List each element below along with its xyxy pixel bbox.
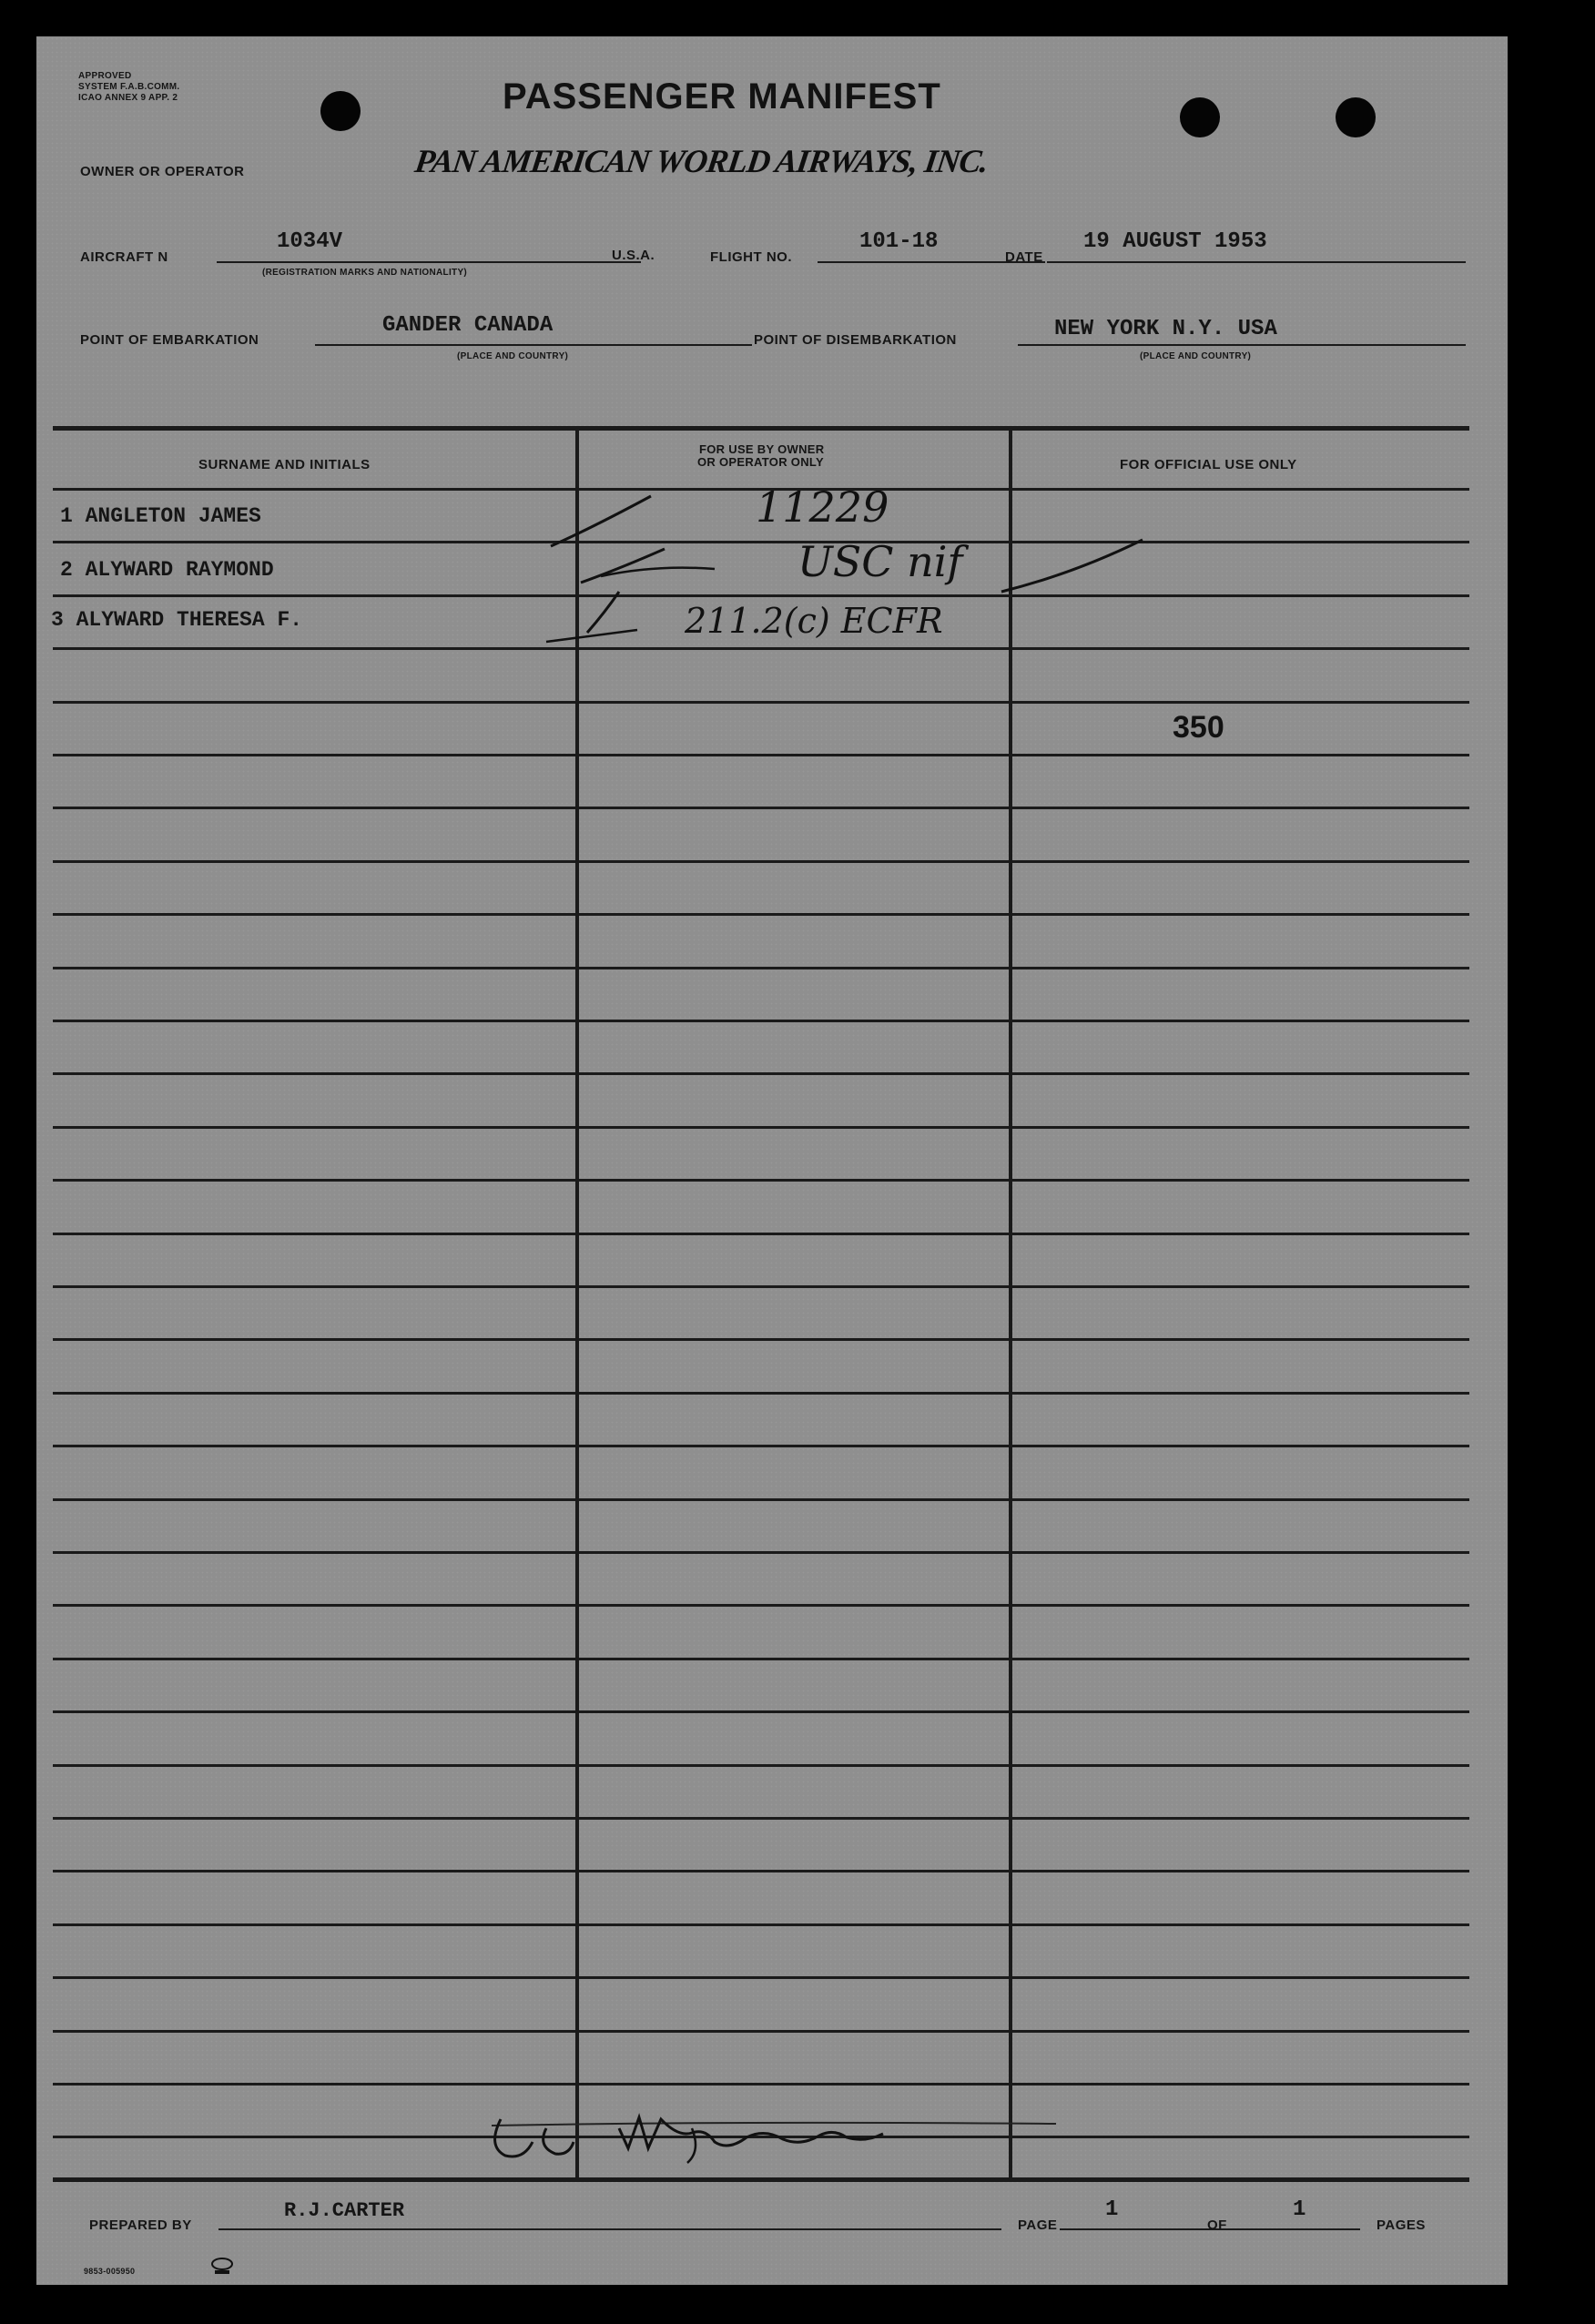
date-label: DATE [1005, 249, 1043, 265]
flight-value: 101-18 [859, 229, 939, 254]
prepared-by-underline [218, 2228, 1001, 2230]
embarkation-label: POINT OF EMBARKATION [80, 332, 259, 348]
form-number: 9853-005950 [84, 2267, 136, 2276]
signature [483, 2092, 1065, 2165]
pages-label: PAGES [1377, 2217, 1426, 2233]
of-label: OF [1207, 2217, 1227, 2233]
aircraft-country: U.S.A. [612, 248, 655, 263]
column-header-official: FOR OFFICIAL USE ONLY [1120, 457, 1297, 472]
disembarkation-sublabel: (PLACE AND COUNTRY) [1140, 351, 1252, 361]
owner-note-2: USC nif [798, 537, 963, 586]
official-note: 350 [1173, 710, 1224, 745]
flight-label: FLIGHT NO. [710, 249, 792, 265]
column-header-owner-2: OR OPERATOR ONLY [697, 455, 824, 469]
page-value: 1 [1105, 2197, 1119, 2222]
page-label: PAGE [1018, 2217, 1058, 2233]
prepared-by-value: R.J.CARTER [284, 2199, 405, 2222]
disembarkation-label: POINT OF DISEMBARKATION [754, 332, 957, 348]
disembarkation-value: NEW YORK N.Y. USA [1054, 317, 1277, 341]
passenger-name-2: 2 ALYWARD RAYMOND [60, 558, 274, 582]
page-total: 1 [1293, 2197, 1306, 2222]
owner-note-1: 11229 [756, 482, 889, 532]
embarkation-value: GANDER CANADA [382, 313, 554, 338]
approval-line-3: ICAO ANNEX 9 APP. 2 [78, 93, 178, 103]
owner-note-3: 211.2(c) ECFR [685, 601, 943, 641]
aircraft-label: AIRCRAFT N [80, 249, 168, 265]
handwritten-check-marks [36, 36, 1508, 2285]
date-value: 19 AUGUST 1953 [1083, 229, 1267, 254]
operator-name: PAN AMERICAN WORLD AIRWAYS, INC. [412, 143, 991, 179]
aircraft-sublabel: (REGISTRATION MARKS AND NATIONALITY) [262, 268, 468, 278]
owner-label: OWNER OR OPERATOR [80, 164, 245, 179]
printer-logo-icon [209, 2256, 235, 2278]
column-header-owner-1: FOR USE BY OWNER [699, 442, 825, 456]
prepared-by-label: PREPARED BY [89, 2217, 192, 2233]
table-bottom-border [53, 2177, 1469, 2182]
approval-line-1: APPROVED [78, 71, 132, 81]
page-title: PASSENGER MANIFEST [503, 76, 941, 117]
passenger-name-1: 1 ANGLETON JAMES [60, 504, 261, 528]
approval-line-2: SYSTEM F.A.B.COMM. [78, 82, 180, 92]
manifest-sheet [36, 36, 1508, 2285]
aircraft-value: 1034V [277, 229, 343, 254]
passenger-name-3: 3 ALYWARD THERESA F. [51, 608, 303, 632]
embarkation-sublabel: (PLACE AND COUNTRY) [457, 351, 569, 361]
column-header-surname: SURNAME AND INITIALS [198, 457, 371, 472]
